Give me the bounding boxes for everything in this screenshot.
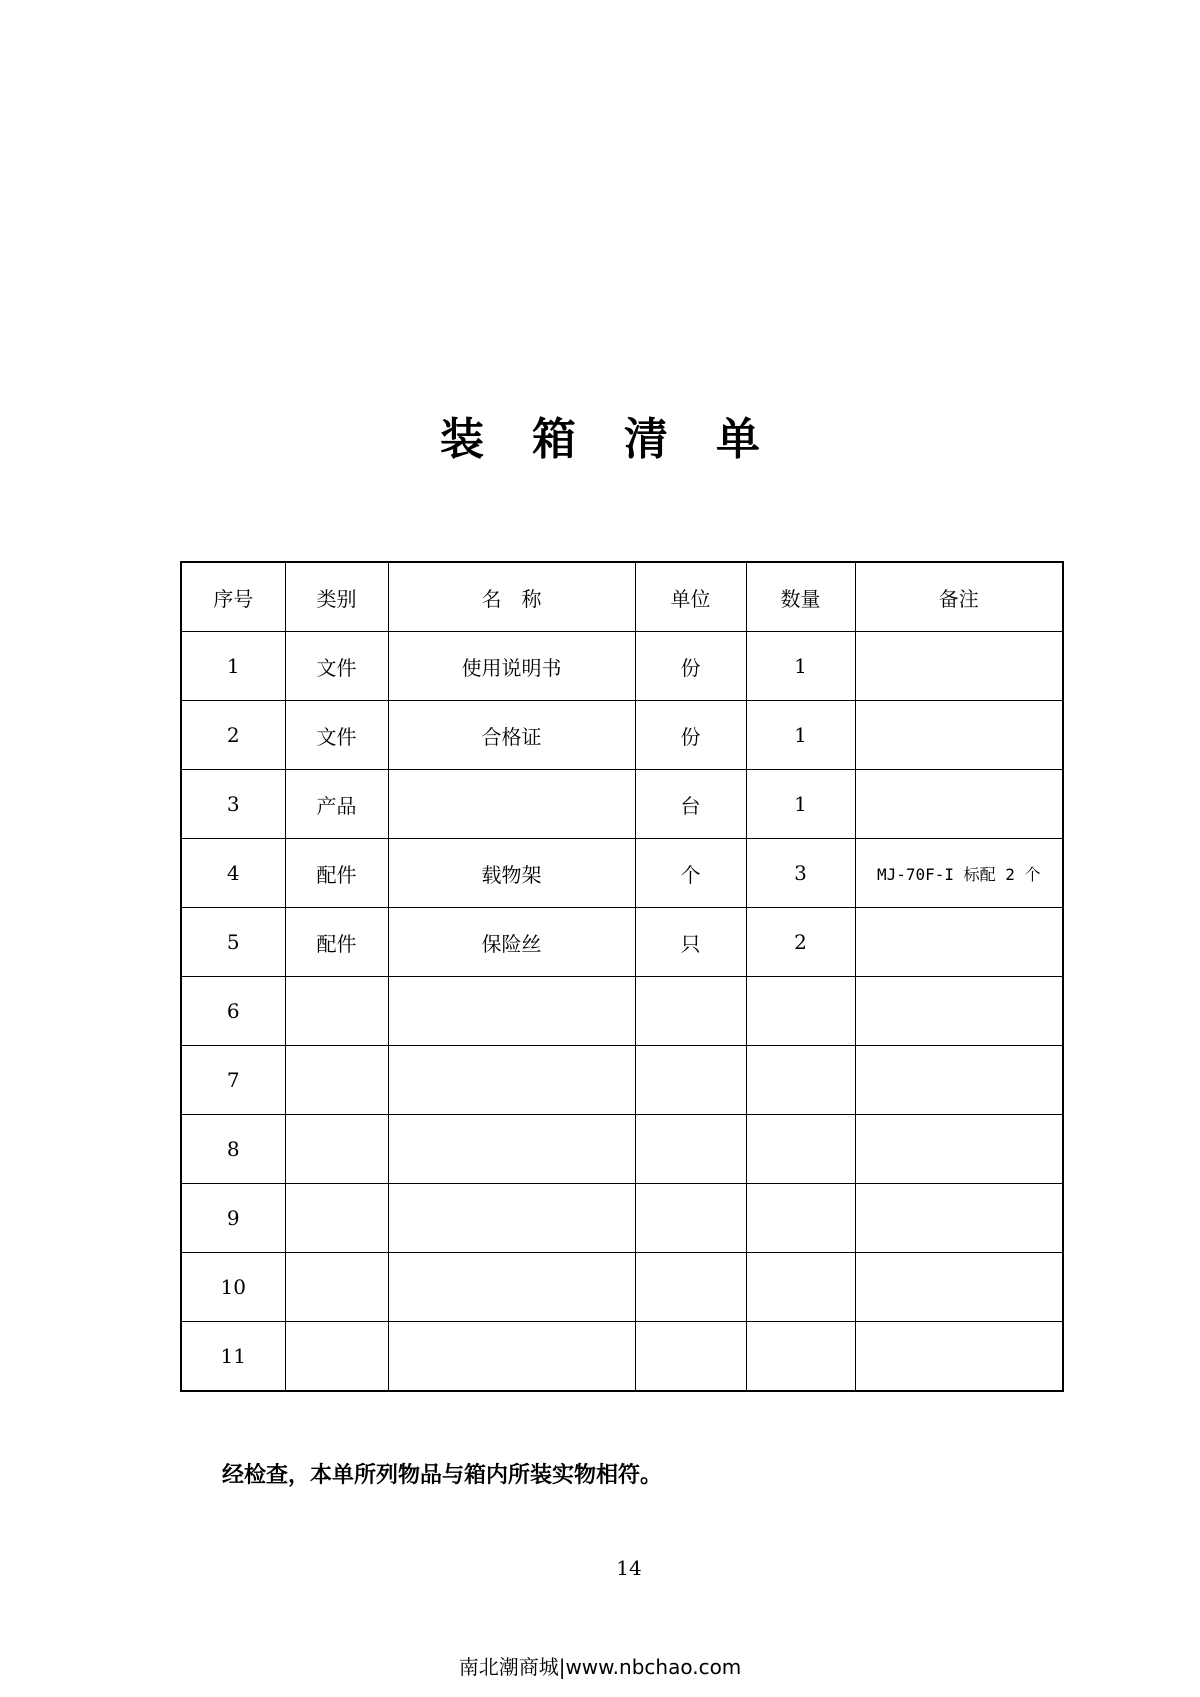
site-watermark: 南北潮商城|www.nbchao.com	[458, 1655, 742, 1679]
table-row	[181, 1115, 1063, 1184]
cell-category	[285, 1322, 388, 1392]
cell-name	[388, 1046, 635, 1115]
cell-name: 合格证	[388, 701, 635, 770]
cell-remarks: MJ-70F-I 标配 2 个	[855, 839, 1063, 908]
cell-quantity	[746, 1184, 855, 1253]
cell-name: 保险丝	[388, 908, 635, 977]
cell-index: 9	[181, 1184, 285, 1253]
cell-quantity: 1	[746, 770, 855, 839]
cell-category	[285, 1046, 388, 1115]
cell-unit	[635, 1115, 746, 1184]
cell-unit: 份	[635, 632, 746, 701]
cell-unit: 个	[635, 839, 746, 908]
header-quantity: 数量	[746, 562, 855, 632]
cell-quantity	[746, 1322, 855, 1392]
cell-unit	[635, 1184, 746, 1253]
header-unit: 单位	[635, 562, 746, 632]
cell-unit	[635, 1322, 746, 1392]
cell-index: 1	[181, 632, 285, 701]
table-row	[181, 1046, 1063, 1115]
cell-category: 产品	[285, 770, 388, 839]
cell-remarks	[855, 632, 1063, 701]
cell-category: 配件	[285, 839, 388, 908]
cell-unit: 只	[635, 908, 746, 977]
page-number: 14	[616, 1556, 642, 1580]
cell-name	[388, 977, 635, 1046]
cell-unit	[635, 1253, 746, 1322]
cell-index: 6	[181, 977, 285, 1046]
cell-unit: 台	[635, 770, 746, 839]
cell-index: 2	[181, 701, 285, 770]
header-name: 名 称	[388, 562, 635, 632]
table-row	[181, 908, 1063, 977]
cell-unit	[635, 1046, 746, 1115]
cell-quantity: 3	[746, 839, 855, 908]
table-row	[181, 839, 1063, 908]
cell-index: 3	[181, 770, 285, 839]
table-header-row	[181, 562, 1063, 632]
cell-name	[388, 1184, 635, 1253]
header-index: 序号	[181, 562, 285, 632]
cell-quantity: 1	[746, 701, 855, 770]
cell-category	[285, 1184, 388, 1253]
cell-category	[285, 977, 388, 1046]
table-row	[181, 1253, 1063, 1322]
cell-remarks	[855, 908, 1063, 977]
cell-remarks	[855, 1253, 1063, 1322]
cell-index: 11	[181, 1322, 285, 1392]
cell-index: 7	[181, 1046, 285, 1115]
page-title: 装箱清单	[440, 414, 808, 465]
cell-index: 4	[181, 839, 285, 908]
cell-remarks	[855, 1322, 1063, 1392]
cell-name: 使用说明书	[388, 632, 635, 701]
table-row	[181, 977, 1063, 1046]
cell-quantity	[746, 977, 855, 1046]
cell-name	[388, 770, 635, 839]
cell-quantity	[746, 1253, 855, 1322]
cell-remarks	[855, 770, 1063, 839]
cell-category	[285, 1115, 388, 1184]
cell-quantity: 2	[746, 908, 855, 977]
header-remarks: 备注	[855, 562, 1063, 632]
cell-name	[388, 1253, 635, 1322]
table-row	[181, 701, 1063, 770]
cell-remarks	[855, 1115, 1063, 1184]
cell-remarks	[855, 701, 1063, 770]
cell-remarks	[855, 1046, 1063, 1115]
cell-name	[388, 1322, 635, 1392]
verification-statement: 经检查，本单所列物品与箱内所装实物相符。	[222, 1463, 663, 1488]
table-row	[181, 1184, 1063, 1253]
cell-category	[285, 1253, 388, 1322]
table-row	[181, 632, 1063, 701]
header-category: 类别	[285, 562, 388, 632]
cell-name: 载物架	[388, 839, 635, 908]
cell-unit	[635, 977, 746, 1046]
cell-remarks	[855, 1184, 1063, 1253]
table-row	[181, 1322, 1063, 1392]
cell-index: 5	[181, 908, 285, 977]
table-row	[181, 770, 1063, 839]
cell-category: 文件	[285, 701, 388, 770]
cell-name	[388, 1115, 635, 1184]
cell-remarks	[855, 977, 1063, 1046]
cell-category: 文件	[285, 632, 388, 701]
packing-list-table	[180, 561, 1064, 1392]
cell-quantity: 1	[746, 632, 855, 701]
cell-index: 10	[181, 1253, 285, 1322]
cell-quantity	[746, 1115, 855, 1184]
cell-category: 配件	[285, 908, 388, 977]
cell-quantity	[746, 1046, 855, 1115]
cell-unit: 份	[635, 701, 746, 770]
cell-index: 8	[181, 1115, 285, 1184]
